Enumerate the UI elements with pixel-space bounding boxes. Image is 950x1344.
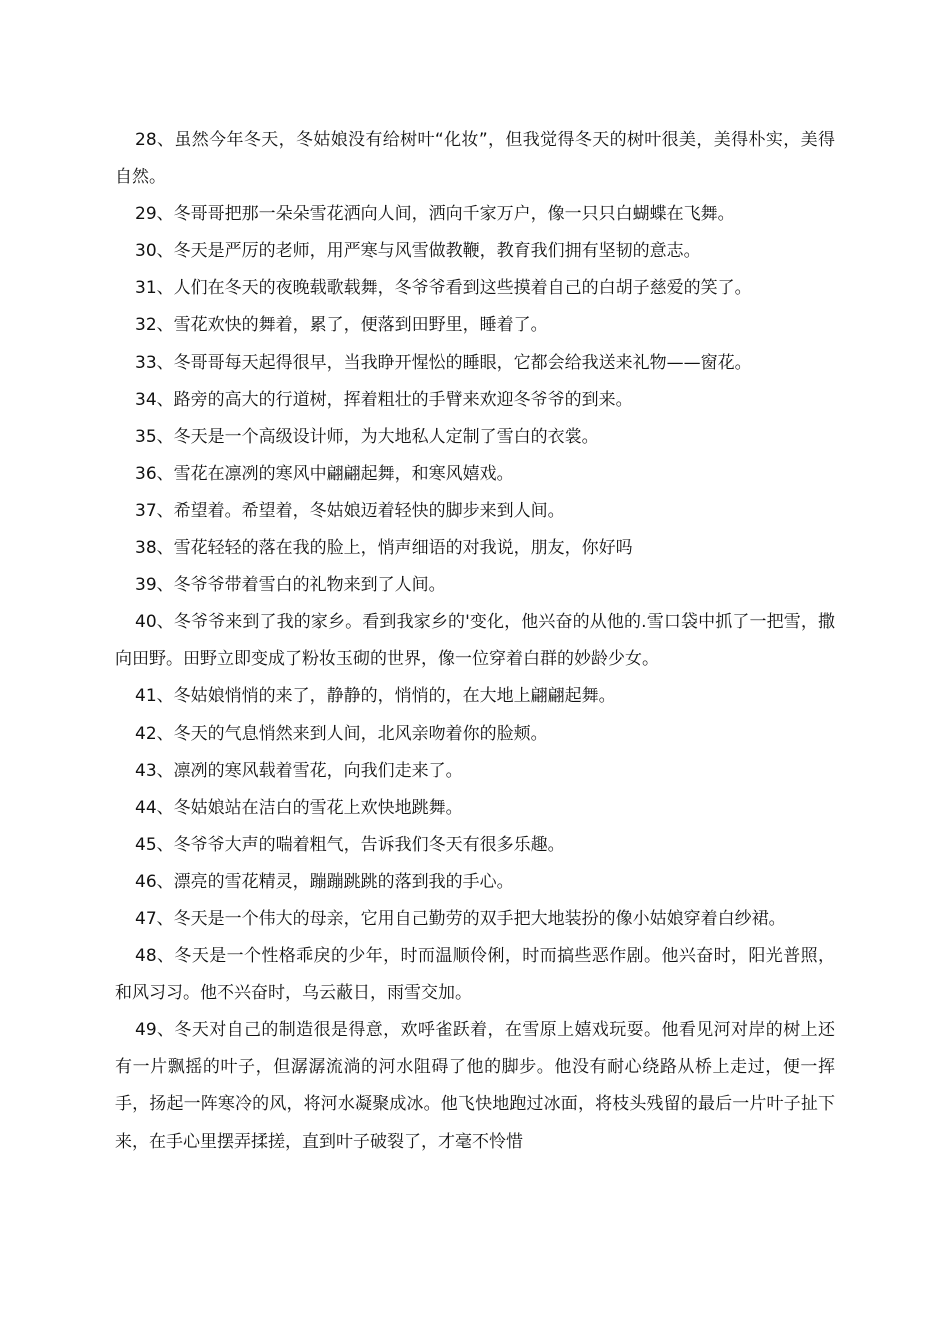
paragraph-39: 39、冬爷爷带着雪白的礼物来到了人间。 xyxy=(135,575,446,596)
paragraph-47: 47、冬天是一个伟大的母亲，它用自己勤劳的双手把大地装扮的像小姑娘穿着白纱裙。 xyxy=(135,908,786,929)
paragraph-32: 32、雪花欢快的舞着，累了，便落到田野里，睡着了。 xyxy=(135,315,548,336)
paragraph-30: 30、冬天是严厉的老师，用严寒与风雪做教鞭，教育我们拥有坚韧的意志。 xyxy=(135,241,701,262)
paragraph-36: 36、雪花在凛冽的寒风中翩翩起舞，和寒风嬉戏。 xyxy=(135,463,514,484)
paragraph-44: 44、冬姑娘站在洁白的雪花上欢快地跳舞。 xyxy=(135,797,463,818)
paragraph-35: 35、冬天是一个高级设计师，为大地私人定制了雪白的衣裳。 xyxy=(135,426,599,447)
paragraph-33: 33、冬哥哥每天起得很早，当我睁开惺忪的睡眼，它都会给我送来礼物——窗花。 xyxy=(135,352,752,373)
paragraph-28: 28、虽然今年冬天，冬姑娘没有给树叶“化妆”，但我觉得冬天的树叶很美，美得朴实，美得自然。 xyxy=(115,130,835,188)
paragraph-40: 40、冬爷爷来到了我的家乡。看到我家乡的'变化，他兴奋的从他的.雪口袋中抓了一把雪，撒向田野。田野立即变成了粉妆玉砌的世界，像一位穿着白群的妙龄少女。 xyxy=(115,612,835,670)
paragraph-48: 48、冬天是一个性格乖戾的少年，时而温顺伶俐，时而搞些恶作剧。他兴奋时，阳光普照，和风习习。他不兴奋时，乌云蔽日，雨雪交加。 xyxy=(115,946,835,1004)
paragraph-45: 45、冬爷爷大声的喘着粗气，告诉我们冬天有很多乐趣。 xyxy=(135,834,565,855)
document-body xyxy=(115,122,835,1161)
paragraph-31: 31、人们在冬天的夜晚载歌载舞，冬爷爷看到这些摸着自己的白胡子慈爱的笑了。 xyxy=(135,278,752,299)
paragraph-41: 41、冬姑娘悄悄的来了，静静的，悄悄的，在大地上翩翩起舞。 xyxy=(135,686,616,707)
paragraph-37: 37、希望着。希望着，冬姑娘迈着轻快的脚步来到人间。 xyxy=(135,500,565,521)
paragraph-49: 49、冬天对自己的制造很是得意，欢呼雀跃着，在雪原上嬉戏玩耍。他看见河对岸的树上还有一片飘摇的叶子，但潺潺流淌的河水阻碍了他的脚步。他没有耐心绕路从桥上走过，便一挥手，扬起一阵寒冷的风，将河水凝聚成冰。他飞快地跑过冰面，将枝头残留的最后一片叶子扯下来，在手心里摆弄揉搓，直到叶子破裂了，才毫不怜惜 xyxy=(115,1020,835,1152)
paragraph-34: 34、路旁的高大的行道树，挥着粗壮的手臂来欢迎冬爷爷的到来。 xyxy=(135,389,633,410)
paragraph-46: 46、漂亮的雪花精灵，蹦蹦跳跳的落到我的手心。 xyxy=(135,871,514,892)
paragraph-29: 29、冬哥哥把那一朵朵雪花洒向人间，洒向千家万户，像一只只白蝴蝶在飞舞。 xyxy=(135,204,735,225)
paragraph-42: 42、冬天的气息悄然来到人间，北风亲吻着你的脸颊。 xyxy=(135,723,548,744)
paragraph-38: 38、雪花轻轻的落在我的脸上，悄声细语的对我说，朋友，你好吗 xyxy=(135,538,633,559)
paragraph-43: 43、凛冽的寒风载着雪花，向我们走来了。 xyxy=(135,760,463,781)
